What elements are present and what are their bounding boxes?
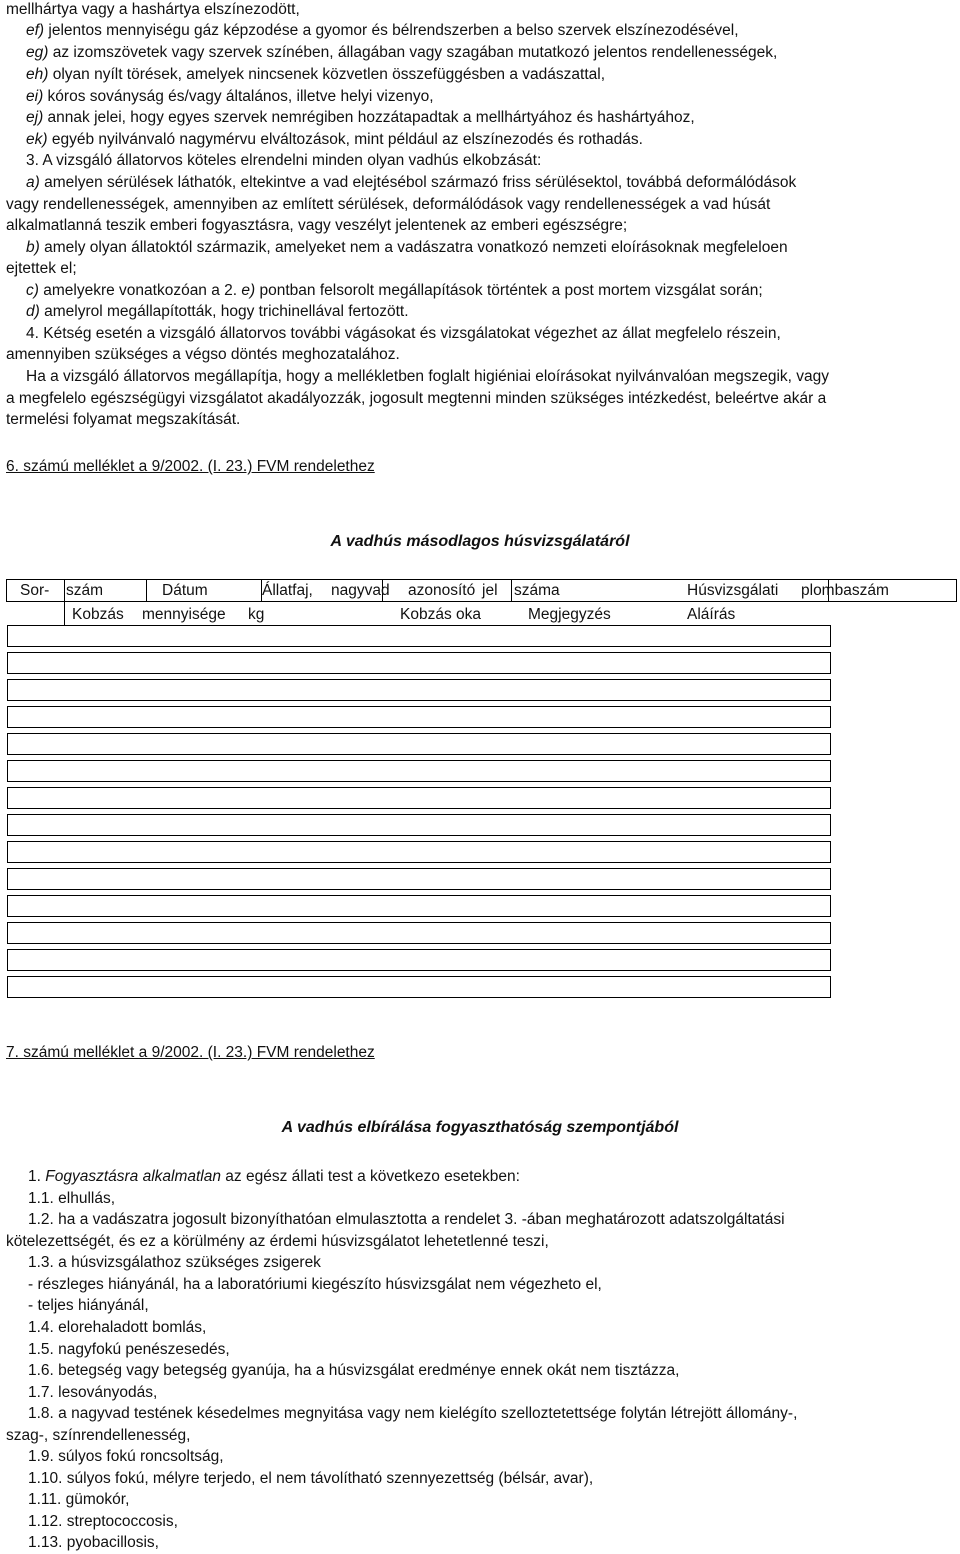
- item-label: eh): [26, 66, 49, 83]
- table-row: [7, 922, 831, 944]
- list-item-ef: [26, 21, 739, 41]
- paragraph-4: 4. Kétség esetén a vizsgáló állatorvos további vágásokat és vizsgálatokat végezhet az állat megfelelo részein,: [26, 325, 781, 342]
- list-item-eh: [26, 65, 605, 85]
- list-item: 1.12. streptococcosis,: [28, 1513, 178, 1530]
- text-line: kötelezettségét, és ez a körülmény az érdemi húsvizsgálatot lehetetlenné teszi,: [6, 1233, 549, 1250]
- list-item-d: [26, 302, 409, 322]
- text-line: mellhártya vagy a hashártya elszínezodött,: [6, 1, 300, 18]
- list-item: 1.3. a húsvizsgálathoz szükséges zsigerek: [28, 1254, 321, 1271]
- list-item: 1.4. elorehaladott bomlás,: [28, 1319, 207, 1336]
- col-header: Megjegyzés: [528, 606, 611, 623]
- item-text: pontban felsorolt megállapítások történtek a post mortem vizsgálat során;: [255, 282, 763, 299]
- col-header: jel: [482, 582, 498, 599]
- table-row: [7, 625, 831, 647]
- list-item: 1.11. gümokór,: [28, 1491, 130, 1508]
- list-item: 1.10. súlyos fokú, mélyre terjedo, el nem távolítható szennyezettség (bélsár, avar),: [28, 1470, 594, 1487]
- text-line: vagy rendellenességek, amennyiben az említett sérülések, deformálódások vagy rendellenességek a vad húsát: [6, 196, 771, 213]
- list-item: 1.2. ha a vadászatra jogosult bizonyíthatóan elmulasztotta a rendelet 3. -ában meghatározott adatszolgáltatási: [28, 1211, 785, 1228]
- item-emphasis: Fogyasztásra alkalmatlan: [45, 1168, 221, 1185]
- col-header: Aláírás: [687, 606, 736, 623]
- list-item-c: [26, 281, 763, 301]
- table-row: [7, 976, 831, 998]
- annex-7-title: A vadhús elbírálása fogyaszthatóság szempontjából: [281, 1119, 679, 1136]
- col-header: azonosító: [408, 582, 476, 599]
- table-row: [7, 760, 831, 782]
- item-text: annak jelei, hogy egyes szervek nemrégiben hozzátapadtak a mellhártyához és hashártyához,: [43, 109, 695, 126]
- col-header: Dátum: [162, 582, 208, 599]
- table-row: [7, 787, 831, 809]
- text-line: a megfelelo egészségügyi vizsgálatot akadályozzák, jogosult megtenni minden szükséges intézkedést, beleértve akár a: [6, 390, 827, 407]
- col-header: Sor-: [20, 582, 50, 599]
- item-label: ej): [26, 109, 44, 126]
- table-row: [7, 895, 831, 917]
- item-label: eg): [26, 44, 49, 61]
- item-text: amely olyan állatoktól származik, amelyeket nem a vadászatra vonatkozó nemzeti eloírásoknak megfeleloen: [39, 239, 788, 256]
- table-row: [7, 841, 831, 863]
- list-item: 1.7. lesoványodás,: [28, 1384, 158, 1401]
- text-line: alkalmatlanná teszik emberi fogyasztásra, vagy veszélyt jelentenek az emberi egészségre;: [6, 217, 628, 234]
- text-line: szag-, színrendellenesség,: [6, 1427, 191, 1444]
- col-header: nagyvad: [331, 582, 390, 599]
- annex-6-heading: 6. számú melléklet a 9/2002. (I. 23.) FVM rendelethez: [6, 458, 375, 475]
- item-label: b): [26, 239, 40, 256]
- col-header: mennyisége: [142, 606, 226, 623]
- text-line: ejtettek el;: [6, 260, 77, 277]
- item-label: ei): [26, 88, 44, 105]
- table-row: [7, 868, 831, 890]
- item-text: az egész állati test a következo esetekben:: [220, 1168, 520, 1185]
- item-ref: e): [241, 282, 256, 299]
- table-row: [7, 814, 831, 836]
- list-item: - teljes hiányánál,: [28, 1297, 149, 1314]
- list-item: 1.1. elhullás,: [28, 1190, 116, 1207]
- item-text: egyéb nyilvánvaló nagymérvu elváltozások, mint például az elszínezodés és rothadás.: [47, 131, 643, 148]
- list-item: 1.8. a nagyvad testének késedelmes megnyitása vagy nem kielégíto szelloztetettsége folytán létrejött állomány-,: [28, 1405, 798, 1422]
- col-header: szám: [66, 582, 104, 599]
- list-item: 1.13. pyobacillosis,: [28, 1534, 159, 1551]
- col-header: Húsvizsgálati: [687, 582, 779, 599]
- list-item: 1.6. betegség vagy betegség gyanúja, ha a húsvizsgálat eredménye ennek okát nem tisztázza,: [28, 1362, 680, 1379]
- paragraph-3: 3. A vizsgáló állatorvos köteles elrendelni minden olyan vadhús elkobzását:: [26, 152, 542, 169]
- list-item-b: [26, 238, 788, 258]
- list-item-eg: [26, 43, 777, 63]
- item-label: d): [26, 303, 40, 320]
- list-item-a: [26, 173, 796, 193]
- list-item-ej: [26, 108, 695, 128]
- item-text: kóros soványság és/vagy általános, illetve helyi vizenyo,: [43, 88, 434, 105]
- paragraph-5: Ha a vizsgáló állatorvos megállapítja, hogy a mellékletben foglalt higiéniai eloírásokat nyilvánvalóan megszegik, vagy: [26, 368, 830, 385]
- item-label: c): [26, 282, 39, 299]
- item-num: 1.: [28, 1168, 46, 1185]
- col-header: kg: [248, 606, 265, 623]
- table-row: [7, 652, 831, 674]
- item-text: jelentos mennyiségu gáz képzodése a gyomor és bélrendszerben a belso szervek elszínezodésével,: [44, 22, 739, 39]
- text-line: amennyiben szükséges a végso döntés meghozatalához.: [6, 346, 400, 363]
- item-label: ek): [26, 131, 48, 148]
- item-text: amelyen sérülések láthatók, eltekintve a vad elejtésébol származó friss sérülésektol, továbbá deformálódások: [39, 174, 797, 191]
- table-row: [7, 679, 831, 701]
- item-label: a): [26, 174, 40, 191]
- list-item: 1.5. nagyfokú penészesedés,: [28, 1341, 230, 1358]
- list-item-ek: [26, 130, 643, 150]
- item-label: ef): [26, 22, 45, 39]
- item-text: olyan nyílt törések, amelyek nincsenek közvetlen összefüggésben a vadászattal,: [48, 66, 605, 83]
- item-text: az izomszövetek vagy szervek színében, állagában vagy szagában mutatkozó jelentos rendellenességek,: [48, 44, 778, 61]
- table-row: [7, 733, 831, 755]
- text-line: termelési folyamat megszakítását.: [6, 411, 241, 428]
- item-text: amelyekre vonatkozóan a 2.: [38, 282, 242, 299]
- col-header: plombaszám: [801, 582, 889, 599]
- table-row: [7, 949, 831, 971]
- list-item: [28, 1167, 520, 1187]
- col-header: száma: [514, 582, 560, 599]
- annex-6-title: A vadhús másodlagos húsvizsgálatáról: [330, 533, 630, 550]
- annex-7-heading: 7. számú melléklet a 9/2002. (I. 23.) FVM rendelethez: [6, 1044, 375, 1061]
- list-item: - részleges hiányánál, ha a laboratóriumi kiegészíto húsvizsgálat nem végezheto el,: [28, 1276, 602, 1293]
- item-text: amelyrol megállapították, hogy trichinellával fertozött.: [39, 303, 409, 320]
- col-header: Kobzás oka: [400, 606, 481, 623]
- list-item: 1.9. súlyos fokú roncsoltság,: [28, 1448, 224, 1465]
- col-header: Állatfaj,: [262, 582, 313, 599]
- col-header: Kobzás: [72, 606, 124, 623]
- table-row: [7, 706, 831, 728]
- list-item-ei: [26, 87, 434, 107]
